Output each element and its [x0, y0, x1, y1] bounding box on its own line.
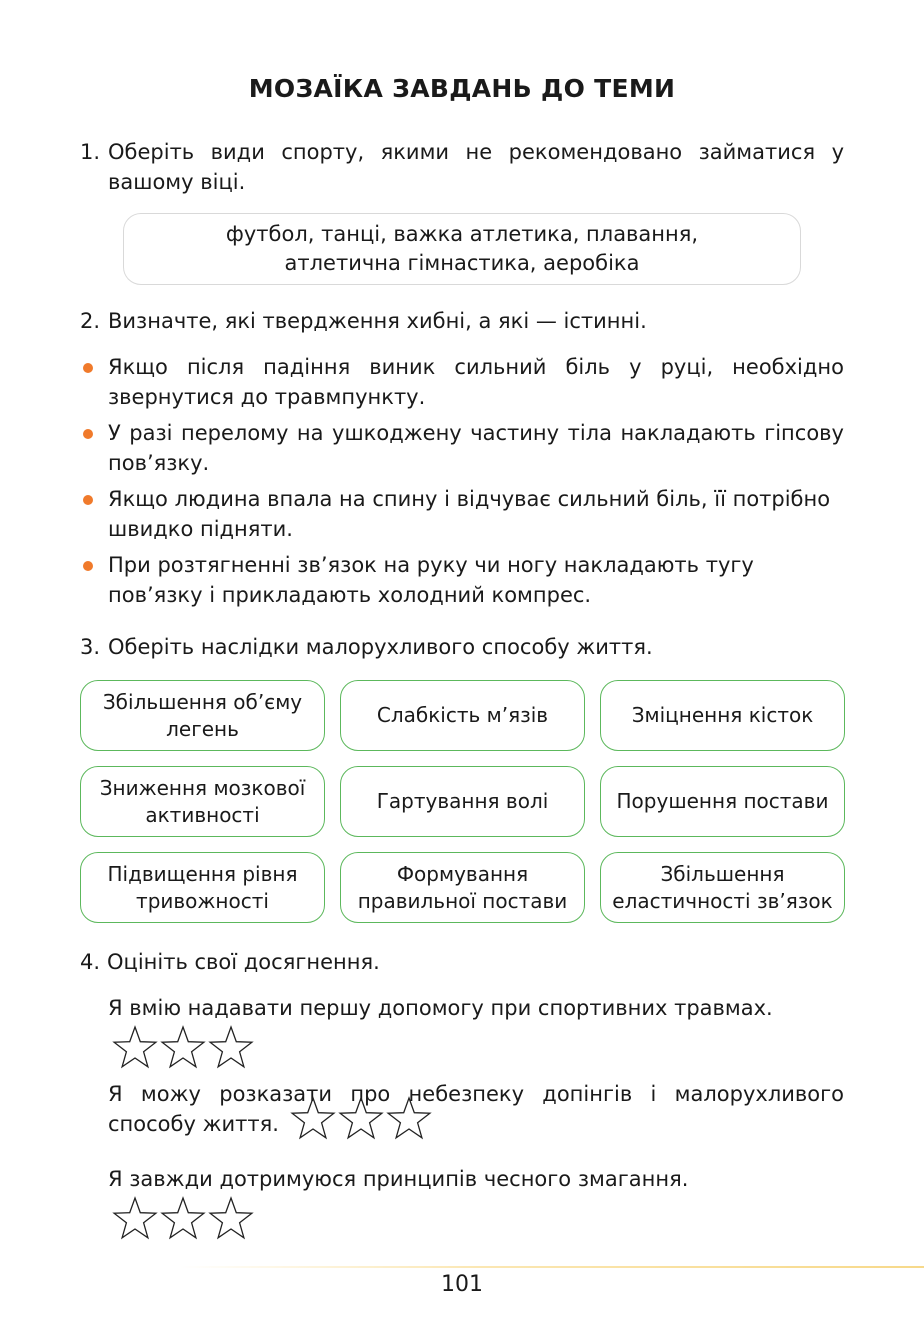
assessment-text: Я можу розказати про небезпеку допінгів і малорухливого способу життя.	[108, 1082, 844, 1136]
star-outline-icon[interactable]	[160, 1025, 206, 1069]
star-outline-icon[interactable]	[386, 1096, 432, 1140]
statement-text: При розтягненні зв’язок на руку чи ногу накладають тугу пов’язку і прикладають холодний компрес.	[108, 553, 754, 607]
self-assessment-item	[108, 1079, 844, 1140]
option-card[interactable]: Зниження мозкової активності	[80, 766, 325, 837]
option-card[interactable]: Підвищення рівня тривожності	[80, 852, 325, 923]
statement-text: Якщо після падіння виник сильний біль у руці, необхідно звернутися до травмпункту.	[108, 355, 844, 409]
task-text: Визначте, які твердження хибні, а які — істинні.	[108, 309, 647, 333]
self-assessment-item	[108, 1164, 844, 1240]
star-outline-icon[interactable]	[112, 1196, 158, 1240]
star-rating[interactable]	[112, 1025, 254, 1069]
task-text: Оцініть свої досягнення.	[107, 950, 380, 974]
bullet-dot-icon	[83, 495, 93, 505]
option-card[interactable]: Гартування волі	[340, 766, 585, 837]
options-box	[123, 213, 801, 285]
statement-item	[80, 418, 844, 478]
task-4	[80, 947, 844, 977]
bullet-dot-icon	[83, 429, 93, 439]
star-outline-icon[interactable]	[160, 1196, 206, 1240]
statement-item	[80, 550, 844, 610]
consequence-options	[80, 680, 845, 923]
statement-item	[80, 484, 844, 544]
task-number: 2.	[80, 309, 101, 333]
option-card[interactable]: Слабкість м’язів	[340, 680, 585, 751]
task-number: 4.	[80, 950, 101, 974]
star-outline-icon[interactable]	[208, 1196, 254, 1240]
task-text: Оберіть наслідки малорухливого способу життя.	[108, 635, 653, 659]
page-number: 101	[441, 1272, 483, 1297]
task-number: 1.	[80, 140, 101, 164]
option-card[interactable]: Зміцнення кісток	[600, 680, 845, 751]
task-3	[80, 632, 844, 662]
star-outline-icon[interactable]	[208, 1025, 254, 1069]
option-card[interactable]: Збільшення еластичності зв’язок	[600, 852, 845, 923]
self-assessment-item	[108, 993, 844, 1069]
statement-text: Якщо людина впала на спину і відчуває сильний біль, її потрібно швидко підняти.	[108, 487, 831, 541]
star-rating[interactable]	[112, 1196, 254, 1240]
statement-list	[80, 352, 844, 616]
task-number: 3.	[80, 635, 101, 659]
option-card[interactable]: Порушення постави	[600, 766, 845, 837]
task-text: Оберіть види спорту, якими не рекомендовано займатися у вашому віці.	[108, 140, 844, 194]
page-title: МОЗАЇКА ЗАВДАНЬ ДО ТЕМИ	[248, 74, 676, 103]
task-2	[80, 306, 844, 336]
footer-divider	[180, 1266, 924, 1268]
star-outline-icon[interactable]	[338, 1096, 384, 1140]
star-outline-icon[interactable]	[112, 1025, 158, 1069]
star-rating[interactable]	[290, 1096, 432, 1140]
task-1	[80, 137, 844, 197]
statement-text: У разі перелому на ушкоджену частину тіла накладають гіпсову пов’язку.	[108, 421, 844, 475]
bullet-dot-icon	[83, 561, 93, 571]
star-outline-icon[interactable]	[290, 1096, 336, 1140]
statement-item	[80, 352, 844, 412]
options-line: футбол, танці, важка атлетика, плавання,	[225, 222, 699, 246]
options-line: атлетична гімнастика, аеробіка	[284, 251, 640, 275]
assessment-text: Я завжди дотримуюся принципів чесного змагання.	[108, 1167, 689, 1191]
assessment-text: Я вмію надавати першу допомогу при спортивних травмах.	[108, 996, 773, 1020]
option-card[interactable]: Формування правильної постави	[340, 852, 585, 923]
option-card[interactable]: Збільшення об’єму легень	[80, 680, 325, 751]
bullet-dot-icon	[83, 363, 93, 373]
